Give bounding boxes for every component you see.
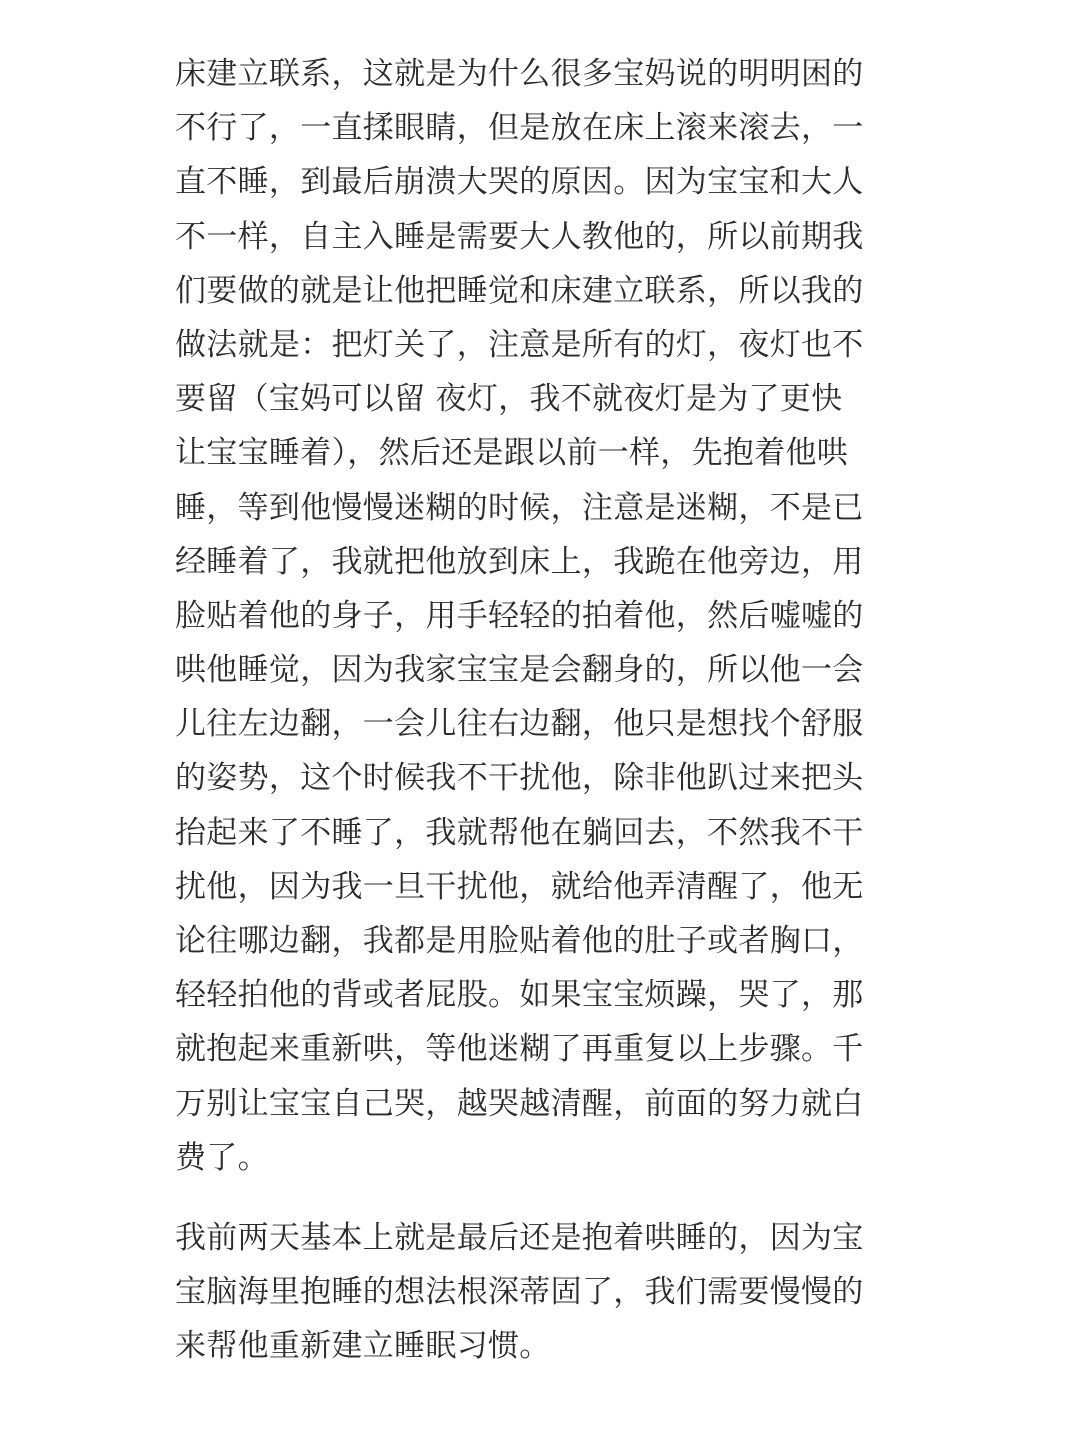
text-line: 直不睡，到最后崩溃大哭的原因。因为宝宝和大人 xyxy=(175,164,864,201)
text-line: 就抱起来重新哄，等他迷糊了再重复以上步骤。千 xyxy=(175,1031,864,1068)
text-line: 睡，等到他慢慢迷糊的时候，注意是迷糊，不是已 xyxy=(175,489,864,526)
text-line: 儿往左边翻，一会儿往右边翻，他只是想找个舒服 xyxy=(175,706,864,743)
text-line: 做法就是：把灯关了，注意是所有的灯，夜灯也不 xyxy=(175,326,864,363)
text-line: 扰他，因为我一旦干扰他，就给他弄清醒了，他无 xyxy=(175,868,864,905)
text-line: 抬起来了不睡了，我就帮他在躺回去，不然我不干 xyxy=(175,814,864,851)
article-body xyxy=(175,47,915,1374)
text-line: 论往哪边翻，我都是用脸贴着他的肚子或者胸口， xyxy=(175,923,864,959)
text-line: 来帮他重新建立睡眠习惯。 xyxy=(175,1328,551,1365)
paragraph-1 xyxy=(175,47,915,1185)
text-line: 们要做的就是让他把睡觉和床建立联系，所以我的 xyxy=(175,272,864,309)
text-line: 我前两天基本上就是最后还是抱着哄睡的，因为宝 xyxy=(175,1219,864,1256)
text-line: 不行了，一直揉眼睛，但是放在床上滚来滚去，一 xyxy=(175,110,864,147)
text-line: 让宝宝睡着），然后还是跟以前一样，先抱着他哄 xyxy=(175,435,849,472)
text-line: 要留（宝妈可以留 夜灯，我不就夜灯是为了更快 xyxy=(175,381,843,418)
text-line: 不一样，自主入睡是需要大人教他的，所以前期我 xyxy=(175,218,864,255)
text-line: 床建立联系，这就是为什么很多宝妈说的明明困的 xyxy=(175,56,864,92)
text-line: 万别让宝宝自己哭，越哭越清醒，前面的努力就白 xyxy=(175,1085,864,1122)
text-line: 经睡着了，我就把他放到床上，我跪在他旁边，用 xyxy=(175,543,864,580)
text-line: 脸贴着他的身子，用手轻轻的拍着他，然后嘘嘘的 xyxy=(175,597,864,634)
paragraph-2 xyxy=(175,1211,915,1374)
text-line: 的姿势，这个时候我不干扰他，除非他趴过来把头 xyxy=(175,760,864,797)
text-line: 费了。 xyxy=(175,1139,269,1176)
paragraph-spacer xyxy=(175,1185,915,1211)
text-line: 宝脑海里抱睡的想法根深蒂固了，我们需要慢慢的 xyxy=(175,1274,864,1311)
text-line: 哄他睡觉，因为我家宝宝是会翻身的，所以他一会 xyxy=(175,652,864,689)
text-line: 轻轻拍他的背或者屁股。如果宝宝烦躁，哭了，那 xyxy=(175,977,864,1014)
